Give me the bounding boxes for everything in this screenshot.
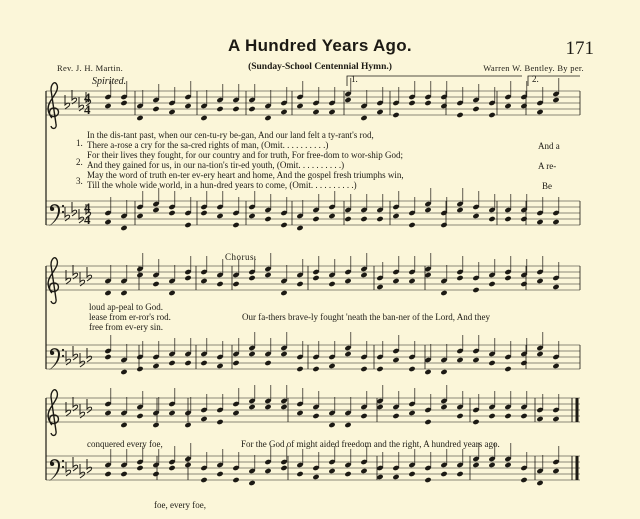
note-head — [408, 222, 415, 228]
note-head — [296, 410, 303, 416]
note-head — [120, 225, 127, 231]
treble-clef-icon — [48, 390, 58, 436]
note-head — [360, 366, 367, 372]
note-head — [552, 363, 559, 369]
note-head — [536, 480, 543, 486]
note-head — [296, 281, 303, 287]
note-head — [344, 278, 351, 284]
note-head — [184, 222, 191, 228]
lyric-verse3-line2: Till the whole wide world, in a hun-dred years to come, (Omit. . . . . . . . . .) — [87, 180, 357, 190]
note-head — [280, 351, 287, 357]
note-head — [424, 207, 431, 213]
note-head — [168, 290, 175, 296]
note-head — [104, 103, 111, 109]
note-head — [488, 360, 495, 366]
lyric-system3-bass: foe, every foe, — [154, 500, 206, 510]
note-head — [424, 272, 431, 278]
note-head — [312, 216, 319, 222]
note-head — [264, 115, 271, 121]
lyric-system2-verse1: loud ap-peal to God. — [89, 302, 163, 312]
note-head — [552, 468, 559, 474]
verse-number-2: 2. — [76, 157, 83, 167]
note-head — [344, 216, 351, 222]
note-head — [408, 366, 415, 372]
note-head — [136, 213, 143, 219]
note-head — [440, 290, 447, 296]
note-head — [408, 278, 415, 284]
note-head — [216, 471, 223, 477]
note-head — [232, 360, 239, 366]
note-head — [280, 404, 287, 410]
key-signature-flats-icon — [66, 457, 92, 478]
note-head — [120, 471, 127, 477]
note-head — [120, 369, 127, 375]
note-head — [536, 219, 543, 225]
note-head — [200, 115, 207, 121]
composer-credit: Warren W. Bentley. By per. — [483, 63, 584, 73]
note-head — [520, 360, 527, 366]
svg-text:4: 4 — [84, 90, 91, 105]
note-head — [184, 360, 191, 366]
note-head — [104, 290, 111, 296]
note-head — [152, 471, 159, 477]
note-head — [152, 207, 159, 213]
note-head — [552, 416, 559, 422]
note-head — [248, 275, 255, 281]
note-head — [520, 477, 527, 483]
note-head — [456, 357, 463, 363]
note-head — [280, 290, 287, 296]
note-head — [536, 351, 543, 357]
note-head — [504, 216, 511, 222]
lyric-verse1-line2: There a-rose a cry for the sa-cred rights of man, (Omit. . . . . . . . . .) — [87, 140, 329, 150]
note-head — [488, 281, 495, 287]
note-head — [264, 404, 271, 410]
page-number: 171 — [565, 38, 594, 59]
note-head — [232, 106, 239, 112]
staff-system-3 — [46, 398, 580, 480]
note-head — [136, 465, 143, 471]
staff-system-1 — [46, 91, 580, 225]
note-head — [328, 281, 335, 287]
note-head — [344, 351, 351, 357]
note-head — [376, 366, 383, 372]
treble-clef-icon — [48, 258, 58, 304]
note-head — [408, 100, 415, 106]
note-head — [376, 284, 383, 290]
note-head — [472, 419, 479, 425]
note-head — [344, 97, 351, 103]
note-head — [136, 115, 143, 121]
svg-text:4: 4 — [84, 200, 91, 215]
note-head — [392, 474, 399, 480]
note-head — [200, 360, 207, 366]
note-head — [280, 109, 287, 115]
bass-clef-icon — [49, 459, 64, 481]
note-head — [184, 275, 191, 281]
note-head — [232, 410, 239, 416]
hymn-subtitle: (Sunday-School Centennial Hymn.) — [248, 62, 392, 72]
lyric-system3-first: conquered every foe, — [87, 439, 163, 449]
note-head — [344, 471, 351, 477]
note-head — [504, 413, 511, 419]
note-head — [120, 422, 127, 428]
note-head — [168, 210, 175, 216]
note-head — [456, 471, 463, 477]
note-head — [520, 413, 527, 419]
note-head — [200, 416, 207, 422]
note-head — [168, 109, 175, 115]
note-head — [472, 287, 479, 293]
note-head — [328, 468, 335, 474]
barlines — [135, 91, 580, 480]
note-head — [280, 465, 287, 471]
note-head — [456, 275, 463, 281]
lyric-verse1-line1: In the dis-tant past, when our cen-tu-ry be-gan, And our land felt a ty-rant's rod, — [87, 130, 374, 140]
note-head — [440, 369, 447, 375]
note-head — [264, 272, 271, 278]
lyric-verse3-line1: May the word of truth en-ter ev-ery heart and home, And the gospel fresh triumphs win, — [87, 170, 404, 180]
note-head — [120, 290, 127, 296]
note-head — [280, 222, 287, 228]
note-head — [168, 410, 175, 416]
note-head — [184, 422, 191, 428]
note-head — [296, 225, 303, 231]
note-head — [296, 471, 303, 477]
note-head — [392, 357, 399, 363]
note-head — [168, 465, 175, 471]
note-head — [328, 109, 335, 115]
lyric-verse2-line2: And they gained for us, in our na-tion's tir-ed youth, (Omit. . . . . . . . . .) — [87, 160, 345, 170]
note-head — [200, 278, 207, 284]
note-head — [248, 351, 255, 357]
note-head — [312, 366, 319, 372]
bass-clef-icon — [49, 348, 64, 370]
note-head — [504, 366, 511, 372]
note-head — [472, 462, 479, 468]
note-head — [488, 216, 495, 222]
note-head — [536, 109, 543, 115]
note-head — [312, 275, 319, 281]
note-head — [520, 103, 527, 109]
note-head — [392, 413, 399, 419]
note-head — [472, 357, 479, 363]
note-head — [248, 480, 255, 486]
note-head — [184, 103, 191, 109]
lyric-verse2-line1: For their lives they fought, for our country and for truth, For free-dom to wor-ship God; — [87, 150, 404, 160]
note-head — [360, 468, 367, 474]
lyric-system2-verse3: free from ev-ery sin. — [89, 322, 163, 332]
note-head — [424, 477, 431, 483]
bass-clef-icon — [49, 204, 64, 226]
note-head — [152, 422, 159, 428]
note-head — [408, 410, 415, 416]
chorus-label: Chorus. — [225, 252, 257, 262]
note-head — [264, 360, 271, 366]
time-signature — [84, 90, 91, 227]
note-head — [200, 210, 207, 216]
note-head — [456, 207, 463, 213]
note-head — [456, 112, 463, 118]
note-head — [216, 106, 223, 112]
lyric-chorus-line: Our fa-thers brave-ly fought 'neath the ban-ner of the Lord, And they — [242, 312, 491, 322]
note-head — [264, 468, 271, 474]
treble-clef-icon — [48, 83, 58, 129]
note-head — [248, 106, 255, 112]
lyric-system2-verse2: lease from er-ror's rod. — [89, 312, 171, 322]
hymn-title: A Hundred Years Ago. — [228, 36, 412, 55]
key-signature-flats-icon — [66, 397, 92, 418]
lyric-ending-verse2: A re- — [538, 161, 557, 171]
note-head — [232, 222, 239, 228]
note-head — [232, 281, 239, 287]
note-head — [536, 278, 543, 284]
note-head — [360, 115, 367, 121]
lyric-ending-verse3: Be — [542, 181, 552, 191]
note-head — [392, 213, 399, 219]
note-head — [440, 222, 447, 228]
note-head — [376, 216, 383, 222]
note-head — [488, 112, 495, 118]
note-head — [200, 477, 207, 483]
note-head — [184, 462, 191, 468]
note-head — [136, 413, 143, 419]
note-head — [440, 404, 447, 410]
note-head — [456, 413, 463, 419]
note-head — [376, 474, 383, 480]
note-head — [312, 413, 319, 419]
note-head — [424, 369, 431, 375]
volta-brackets — [347, 76, 580, 86]
note-head — [152, 106, 159, 112]
note-head — [328, 363, 335, 369]
note-head — [248, 213, 255, 219]
key-signature-flats-icon — [66, 265, 92, 286]
verse-number-1: 1. — [76, 138, 83, 148]
note-head — [152, 363, 159, 369]
volta-first-label: 1. — [351, 74, 358, 84]
note-head — [104, 219, 111, 225]
note-head — [136, 272, 143, 278]
note-head — [504, 103, 511, 109]
note-head — [472, 213, 479, 219]
note-head — [520, 281, 527, 287]
note-head — [392, 278, 399, 284]
volta-second-label: 2. — [532, 74, 539, 84]
note-head — [104, 410, 111, 416]
tempo-marking: Spirited. — [92, 76, 127, 87]
note-head — [136, 366, 143, 372]
note-head — [424, 100, 431, 106]
note-head — [488, 462, 495, 468]
note-head — [328, 213, 335, 219]
note-head — [216, 419, 223, 425]
note-head — [504, 275, 511, 281]
note-head — [296, 103, 303, 109]
note-head — [104, 471, 111, 477]
verse-number-3: 3. — [76, 176, 83, 186]
note-head — [168, 360, 175, 366]
note-head — [440, 471, 447, 477]
note-head — [264, 216, 271, 222]
note-heads — [104, 78, 559, 486]
note-head — [376, 404, 383, 410]
lyricist-credit: Rev. J. H. Martin. — [57, 63, 123, 73]
note-head — [216, 363, 223, 369]
note-head — [120, 100, 127, 106]
note-head — [520, 216, 527, 222]
note-head — [440, 103, 447, 109]
lyric-system3-refrain: For the God of might aided freedom and the right, A hundred years ago. — [241, 439, 500, 449]
note-head — [152, 281, 159, 287]
note-head — [488, 413, 495, 419]
note-head — [360, 216, 367, 222]
note-head — [552, 97, 559, 103]
note-head — [392, 112, 399, 118]
note-head — [360, 413, 367, 419]
svg-text:4: 4 — [84, 102, 91, 117]
note-head — [328, 422, 335, 428]
note-head — [216, 213, 223, 219]
note-head — [104, 354, 111, 360]
note-head — [424, 419, 431, 425]
note-head — [296, 366, 303, 372]
note-head — [216, 281, 223, 287]
lyric-ending-verse1: And a — [538, 141, 560, 151]
key-signature-flats-icon — [66, 346, 92, 367]
note-head — [504, 462, 511, 468]
note-head — [552, 284, 559, 290]
note-head — [312, 109, 319, 115]
note-head — [552, 219, 559, 225]
note-head — [360, 272, 367, 278]
note-head — [408, 471, 415, 477]
note-head — [376, 109, 383, 115]
note-head — [232, 477, 239, 483]
note-head — [312, 474, 319, 480]
note-head — [472, 106, 479, 112]
note-head — [344, 422, 351, 428]
note-head — [536, 416, 543, 422]
note-head — [248, 404, 255, 410]
svg-text:4: 4 — [84, 212, 91, 227]
